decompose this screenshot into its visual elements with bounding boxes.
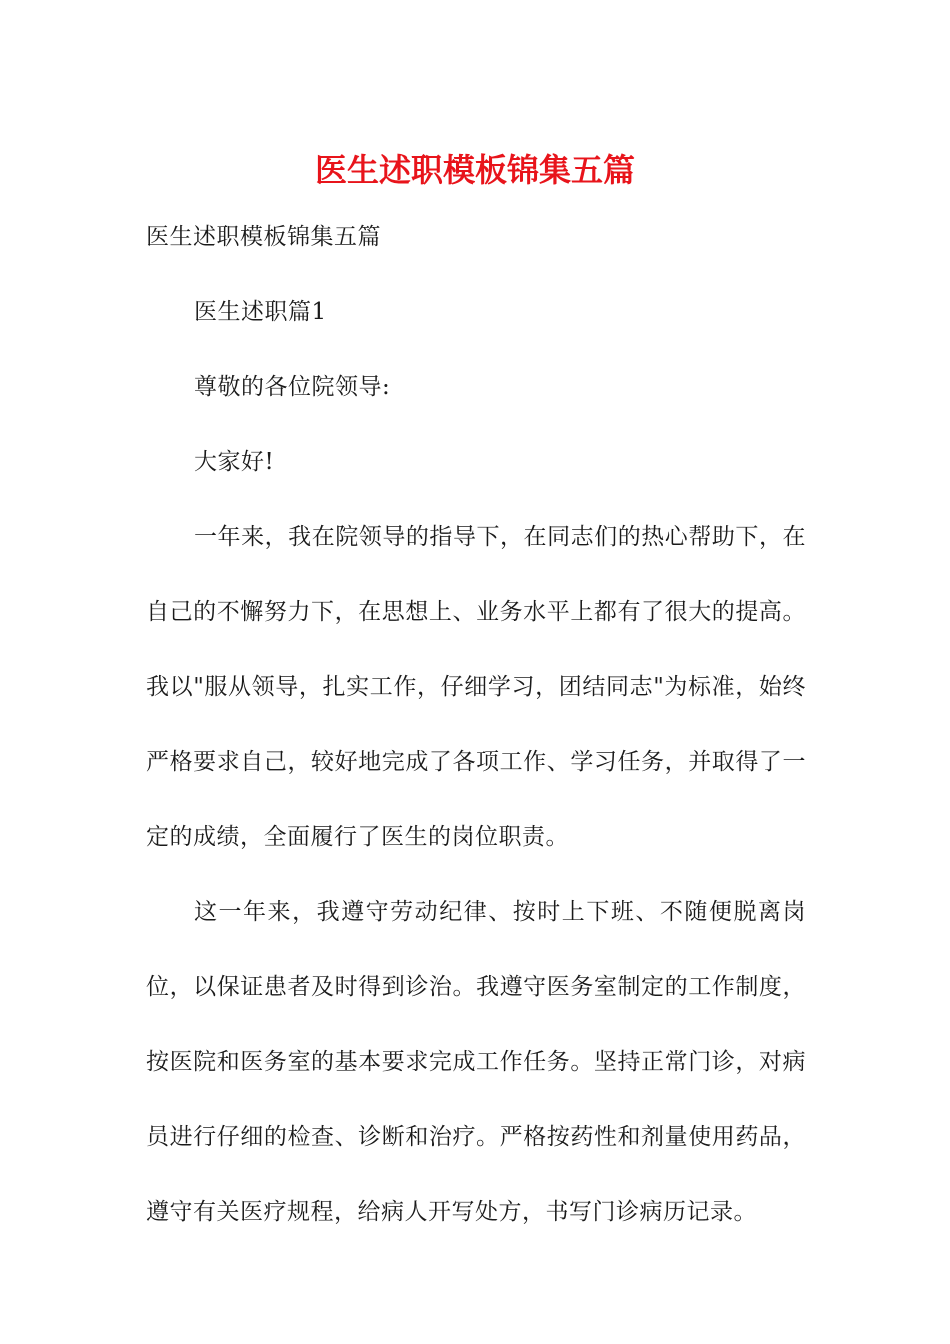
section-heading: 医生述职篇1: [194, 299, 327, 325]
body-paragraph: 这一年来，我遵守劳动纪律、按时上下班、不随便脱离岗位，以保证患者及时得到诊治。我遵守医务室制定的工作制度，按医院和医务室的基本要求完成工作任务。坚持正常门诊，对病员进行仔细的检查、诊断和治疗。严格按药性和剂量使用药品，遵守有关医疗规程，给病人开写处方，书写门诊病历记录。: [146, 899, 806, 1225]
body-paragraph: 一年来，我在院领导的指导下，在同志们的热心帮助下，在自己的不懈努力下，在思想上、业务水平上都有了很大的提高。我以"服从领导，扎实工作，仔细学习，团结同志"为标准，始终严格要求自己，较好地完成了各项工作、学习任务，并取得了一定的成绩，全面履行了医生的岗位职责。: [146, 524, 806, 850]
salutation-line: 大家好!: [194, 449, 275, 475]
document-title: 医生述职模板锦集五篇: [314, 151, 635, 189]
document-body: [146, 200, 806, 1250]
document-subtitle: 医生述职模板锦集五篇: [146, 224, 381, 250]
greeting-line: 尊敬的各位院领导:: [194, 374, 391, 400]
